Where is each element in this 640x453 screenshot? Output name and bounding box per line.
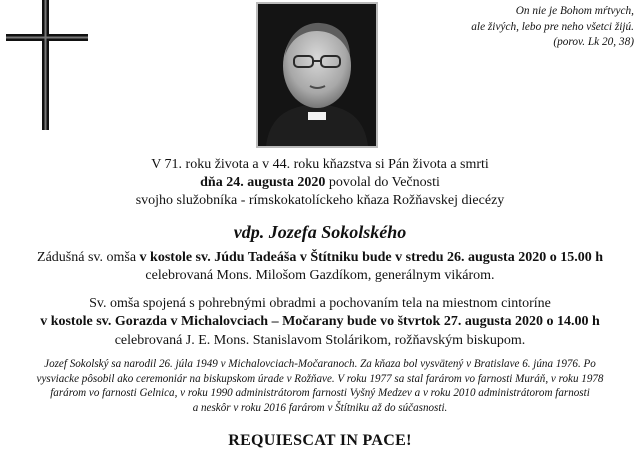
biography [6, 357, 634, 415]
announcement-line-3: svojho služobníka - rímskokatolíckeho kňaza Rožňavskej diecézy [135, 193, 505, 208]
mass-line-1 [0, 250, 640, 266]
funeral-details: v kostole sv. Gorazda v Michalovciach – Močarany bude vo štvrtok 27. augusta 2020 o 14.00 h [40, 314, 600, 329]
funeral-line-3: celebrovaná J. E. Mons. Stanislavom Stolárikom, rožňavským biskupom. [114, 333, 526, 348]
mass-intro: Zádušná sv. omša [37, 250, 140, 265]
deceased-name: vdp. Jozefa Sokolského [233, 222, 407, 242]
funeral-line-2 [0, 314, 640, 330]
biography-line-2: vysviacke pôsobil ako ceremoniár na biskupskom úrade v Rožňave. V roku 1977 sa stal farárom vo farnosti Muráň, v roku 1978 [36, 372, 604, 385]
announcement-line-2 [0, 175, 640, 191]
quote-line-2: ale živých, lebo pre neho všetci žijú. [471, 20, 634, 33]
mass-line-2: celebrovaná Mons. Milošom Gazdíkom, generálnym vikárom. [145, 268, 495, 283]
mass-details: v kostole sv. Júdu Tadeáša v Štítniku bude v stredu 26. augusta 2020 o 15.00 h [139, 250, 603, 265]
biography-line-4: a neskôr v roku 2016 farárom v Štítniku až do súčasnosti. [192, 401, 448, 414]
portrait-photo [258, 4, 376, 146]
announcement-line-1: V 71. roku života a v 44. roku kňazstva si Pán života a smrti [151, 157, 489, 172]
quote-line-1: On nie je Bohom mŕtvych, [515, 5, 634, 17]
death-date: dňa 24. augusta 2020 [200, 175, 326, 190]
portrait-image [258, 4, 376, 146]
bible-quote [414, 4, 634, 51]
announcement-line-2-rest: povolal do Večnosti [325, 175, 440, 190]
biography-line-1: Jozef Sokolský sa narodil 26. júla 1949 v Michalovciach-Močaranoch. Za kňaza bol vysvätený v Bratislave 6. júna 1976. Po [44, 358, 596, 370]
quote-reference: (porov. Lk 20, 38) [553, 36, 634, 48]
funeral-line-1: Sv. omša spojená s pohrebnými obradmi a pochovaním tela na miestnom cintoríne [89, 296, 551, 311]
closing-phrase: REQUIESCAT IN PACE! [228, 432, 412, 449]
biography-line-3: farárom vo farnosti Gelnica, v roku 1990 administrátorom farnosti Vyšný Medzev a v roku 2010 administrátorom farnosti [50, 387, 590, 400]
cross-icon [6, 0, 88, 130]
